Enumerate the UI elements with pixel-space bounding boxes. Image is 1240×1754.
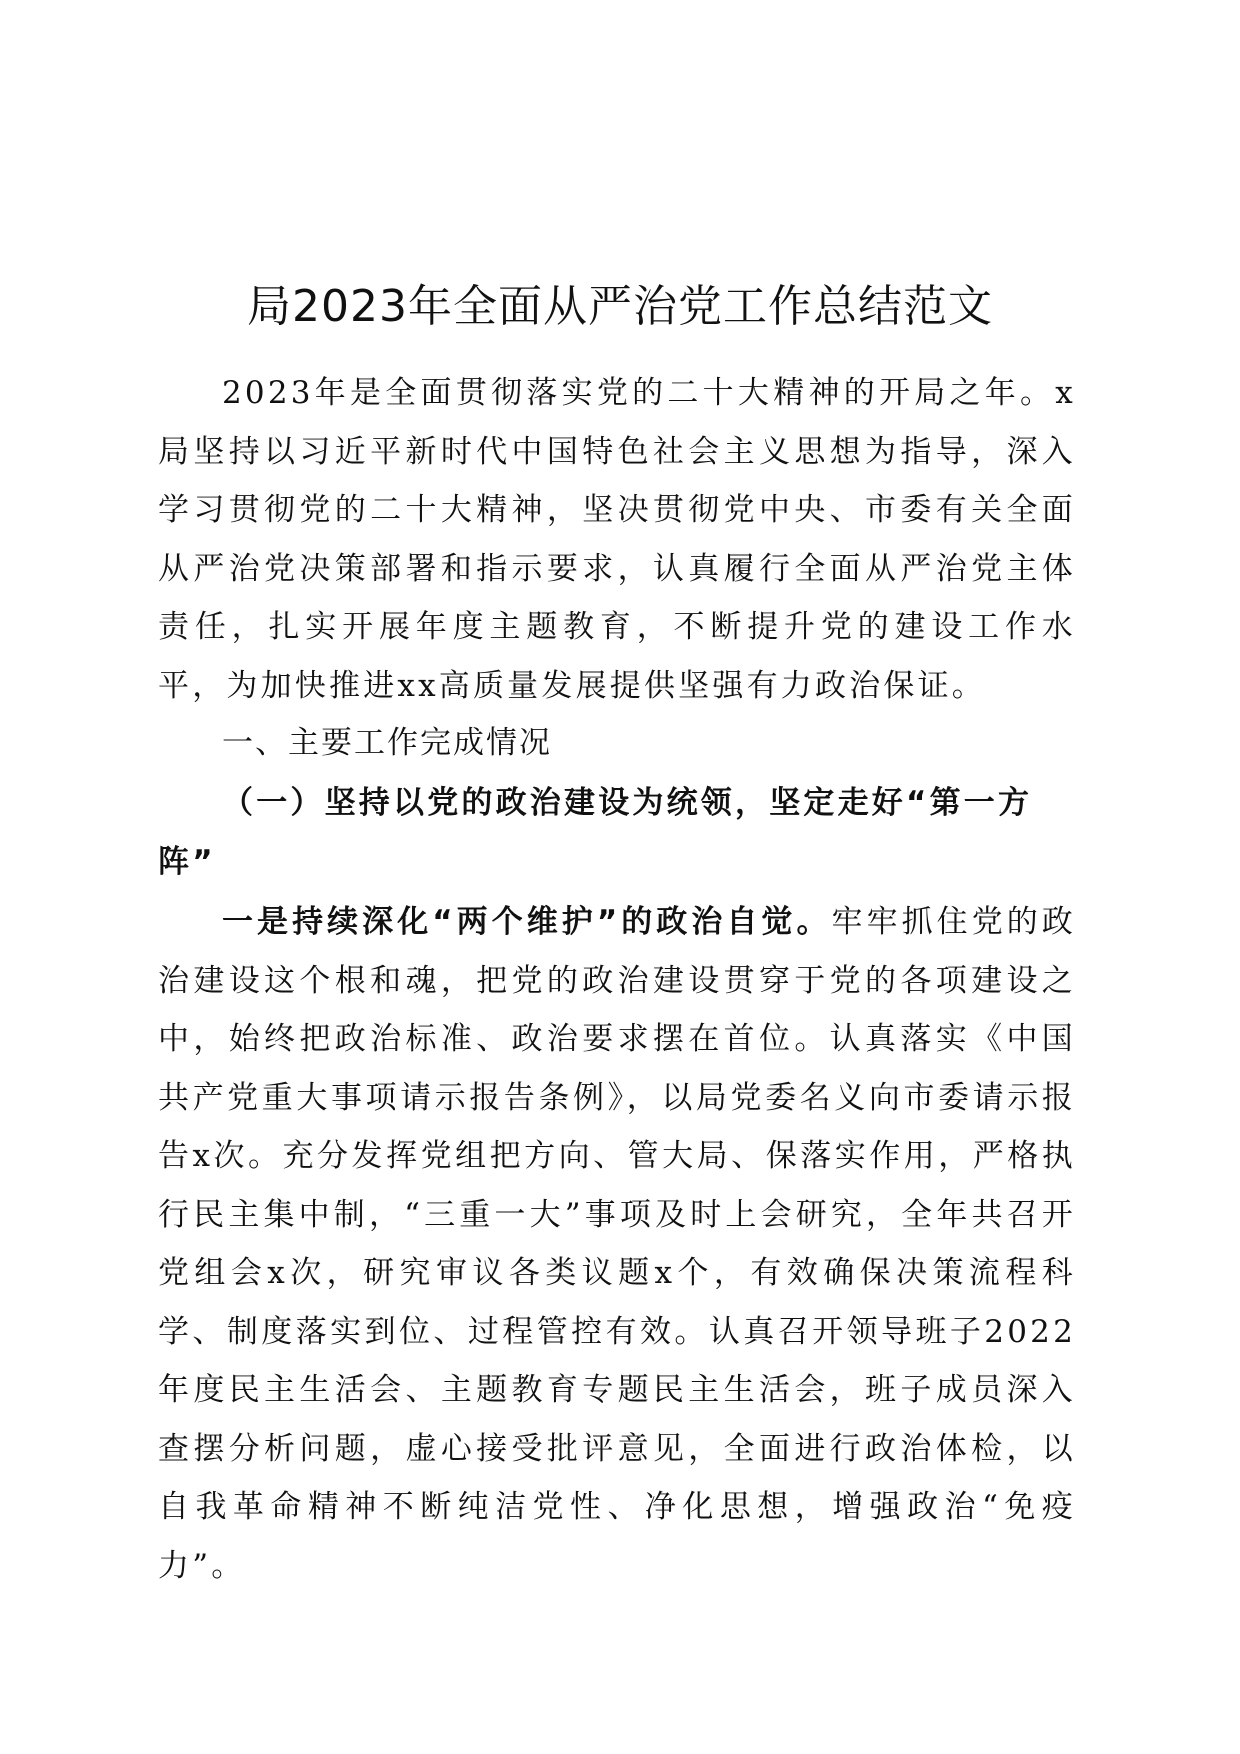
- subsection-heading: （一）坚持以党的政治建设为统领，坚定走好“第一方阵”: [158, 785, 1033, 880]
- intro-paragraph: 2023年是全面贯彻落实党的二十大精神的开局之年。x局坚持以习近平新时代中国特色社会主义思想为指导，深入学习贯彻党的二十大精神，坚决贯彻党中央、市委有关全面从严治党决策部署和指示要求，认真履行全面从严治党主体责任，扎实开展年度主题教育，不断提升党的建设工作水平，为加快推进xx高质量发展提供坚强有力政治保证。: [158, 375, 1076, 704]
- document-title: 局2023年全面从严治党工作总结范文: [247, 281, 993, 333]
- point-one-body: 牢牢抓住党的政治建设这个根和魂，把党的政治建设贯穿于党的各项建设之中，始终把政治标准、政治要求摆在首位。认真落实《中国共产党重大事项请示报告条例》，以局党委名义向市委请示报告x次。充分发挥党组把方向、管大局、保落实作用，严格执行民主集中制，“三重一大”事项及时上会研究，全年共召开党组会x次，研究审议各类议题x个，有效确保决策流程科学、制度落实到位、过程管控有效。认真召开领导班子2022年度民主生活会、主题教育专题民主生活会，班子成员深入查摆分析问题，虚心接受批评意见，全面进行政治体检，以自我革命精神不断纯洁党性、净化思想，增强政治“免疫力”。: [158, 904, 1076, 1584]
- section-heading: 一、主要工作完成情况: [222, 725, 552, 761]
- point-one-paragraph: [158, 893, 1076, 1595]
- point-one-lead: 一是持续深化“两个维护”的政治自觉。: [222, 904, 832, 940]
